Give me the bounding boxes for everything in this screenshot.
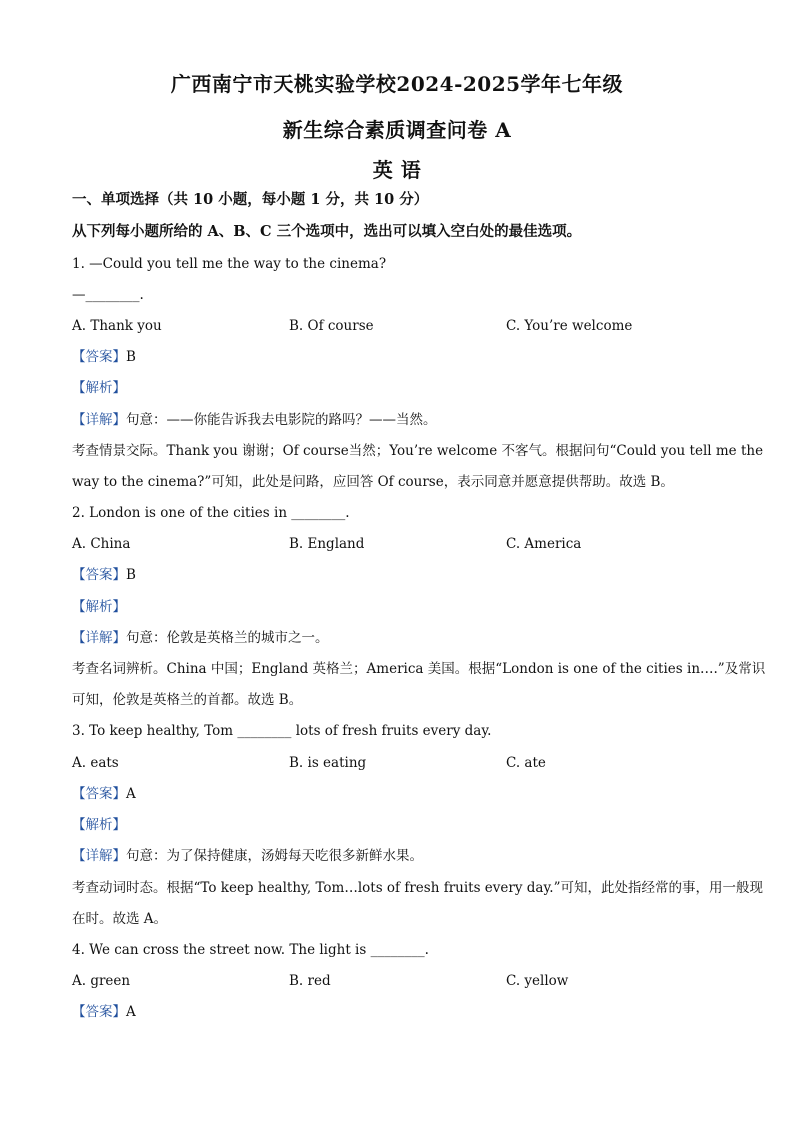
option-a: A. green xyxy=(72,973,131,989)
option-a: A. China xyxy=(72,536,131,552)
detail-label: 【详解】 xyxy=(72,412,126,428)
explanation-line: 考查情景交际。Thank you 谢谢；Of course当然；You’re welcome 不客气。根据问句“Could you tell me the xyxy=(72,443,764,459)
answer-label: 【答案】 xyxy=(72,786,126,802)
answer-value: B xyxy=(126,567,136,583)
explanation-line: 在时。故选 A。 xyxy=(72,911,168,927)
option-b: B. red xyxy=(289,973,331,989)
option-c: C. America xyxy=(506,536,582,552)
option-b: B. is eating xyxy=(289,755,367,771)
explanation-line: 考查名词辨析。China 中国；England 英格兰；America 美国。根据“London is one of the cities in….”及常识 xyxy=(72,661,766,677)
option-c: C. yellow xyxy=(506,973,569,989)
question-stem: 4. We can cross the street now. The light is ________. xyxy=(72,942,429,958)
answer-label: 【答案】 xyxy=(72,567,126,583)
question-stem: 3. To keep healthy, Tom ________ lots of fresh fruits every day. xyxy=(72,723,492,739)
question-stem: 2. London is one of the cities in ________. xyxy=(72,505,350,521)
detail-text: 句意：——你能告诉我去电影院的路吗？——当然。 xyxy=(126,412,437,428)
detail-line xyxy=(72,628,722,648)
analysis-label: 【解析】 xyxy=(72,380,126,396)
answer-line xyxy=(72,347,722,367)
option-b: B. Of course xyxy=(289,318,374,334)
detail-label: 【详解】 xyxy=(72,848,126,864)
option-c: C. You’re welcome xyxy=(506,318,633,334)
analysis-label: 【解析】 xyxy=(72,817,126,833)
detail-text: 句意：为了保持健康，汤姆每天吃很多新鲜水果。 xyxy=(126,848,423,864)
answer-line xyxy=(72,565,722,585)
answer-value: A xyxy=(126,786,136,802)
explanation-line: 考查动词时态。根据“To keep healthy, Tom…lots of fresh fruits every day.”可知，此处指经常的事，用一般现 xyxy=(72,880,763,896)
page-title: 广西南宁市天桃实验学校2024-2025学年七年级 xyxy=(170,72,624,96)
answer-line xyxy=(72,784,722,804)
detail-line xyxy=(72,846,722,866)
answer-line xyxy=(72,1002,722,1022)
option-c: C. ate xyxy=(506,755,546,771)
question-response-blank: —________. xyxy=(72,287,144,303)
page-subtitle: 新生综合素质调查问卷 A xyxy=(282,118,512,142)
detail-line xyxy=(72,410,722,430)
answer-value: B xyxy=(126,349,136,365)
explanation-line: way to the cinema?”可知，此处是问路，应回答 Of course，表示同意并愿意提供帮助。故选 B。 xyxy=(72,474,674,490)
option-a: A. Thank you xyxy=(72,318,162,334)
section-instruction: 从下列每小题所给的 A、B、C 三个选项中，选出可以填入空白处的最佳选项。 xyxy=(72,223,582,240)
section-heading: 一、单项选择（共 10 小题，每小题 1 分，共 10 分） xyxy=(72,191,429,208)
answer-label: 【答案】 xyxy=(72,1004,126,1020)
option-b: B. England xyxy=(289,536,365,552)
detail-text: 句意：伦敦是英格兰的城市之一。 xyxy=(126,630,329,646)
subject-title: 英 语 xyxy=(372,158,422,182)
explanation-line: 可知，伦敦是英格兰的首都。故选 B。 xyxy=(72,692,303,708)
analysis-label: 【解析】 xyxy=(72,599,126,615)
detail-label: 【详解】 xyxy=(72,630,126,646)
answer-value: A xyxy=(126,1004,136,1020)
answer-label: 【答案】 xyxy=(72,349,126,365)
question-stem: 1. —Could you tell me the way to the cinema? xyxy=(72,256,387,272)
option-a: A. eats xyxy=(72,755,119,771)
